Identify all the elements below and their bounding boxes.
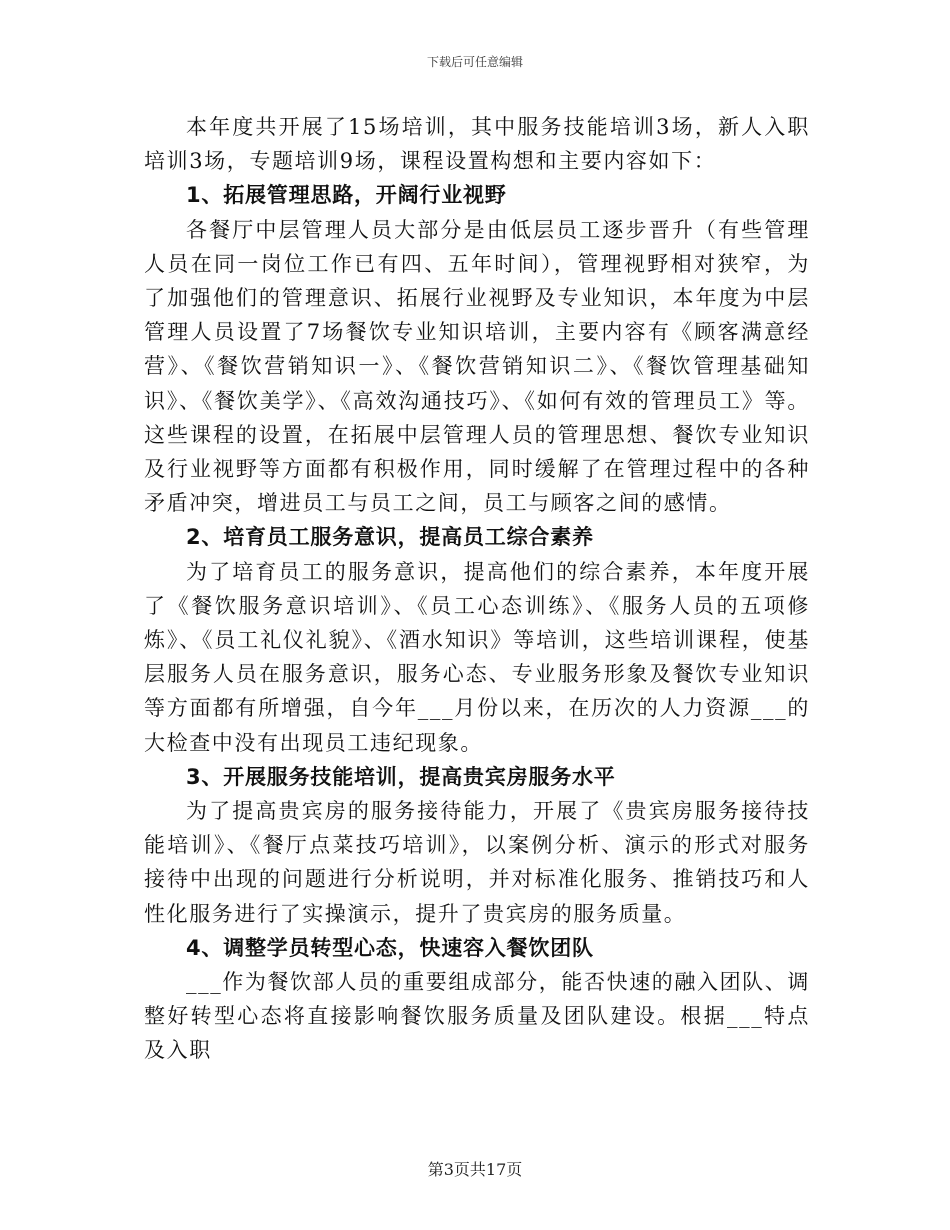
section-1-body: 各餐厅中层管理人员大部分是由低层员工逐步晋升（有些管理人员在同一岗位工作已有四、五年时间），管理视野相对狭窄，为了加强他们的管理意识、拓展行业视野及专业知识，本年度为中层管理人员设置了7场餐饮专业知识培训，主要内容有《顾客满意经营》、《餐饮营销知识一》、《餐饮营销知识二》、《餐饮管理基础知识》、《餐饮美学》、《高效沟通技巧》、《如何有效的管理员工》等。这些课程的设置，在拓展中层管理人员的管理思想、餐饮专业知识及行业视野等方面都有积极作用，同时缓解了在管理过程中的各种矛盾冲突，增进员工与员工之间，员工与顾客之间的感情。 [144, 217, 810, 516]
section-4-heading: 4、调整学员转型心态，快速容入餐饮团队 [186, 935, 594, 960]
section-4-body: ___作为餐饮部人员的重要组成部分，能否快速的融入团队、调整好转型心态将直接影响餐饮服务质量及团队建设。根据___特点及入职 [144, 970, 810, 1063]
page-number: 第3页共17页 [427, 1160, 523, 1179]
section-2-body: 为了培育员工的服务意识，提高他们的综合素养，本年度开展了《餐饮服务意识培训》、《员工心态训练》、《服务人员的五项修炼》、《员工礼仪礼貌》、《酒水知识》等培训，这些培训课程，使基层服务人员在服务意识，服务心态、专业服务形象及餐饮专业知识等方面都有所增强，自今年___月份以来，在历次的人力资源___的大检查中没有出现员工违纪现象。 [144, 559, 810, 755]
section-1-heading: 1、拓展管理思路，开阔行业视野 [186, 183, 507, 208]
document-body [144, 110, 810, 1068]
header-note: 下载后可任意编辑 [426, 55, 523, 69]
intro-paragraph: 本年度共开展了15场培训，其中服务技能培训3场，新人入职培训3场，专题培训9场，课程设置构想和主要内容如下： [144, 115, 810, 174]
section-3-heading: 3、开展服务技能培训，提高贵宾房服务水平 [186, 764, 616, 789]
section-2-heading: 2、培育员工服务意识，提高员工综合素养 [186, 525, 594, 550]
section-3-body: 为了提高贵宾房的服务接待能力，开展了《贵宾房服务接待技能培训》、《餐厅点菜技巧培训》，以案例分析、演示的形式对服务接待中出现的问题进行分析说明，并对标准化服务、推销技巧和人性化服务进行了实操演示，提升了贵宾房的服务质量。 [144, 799, 810, 926]
